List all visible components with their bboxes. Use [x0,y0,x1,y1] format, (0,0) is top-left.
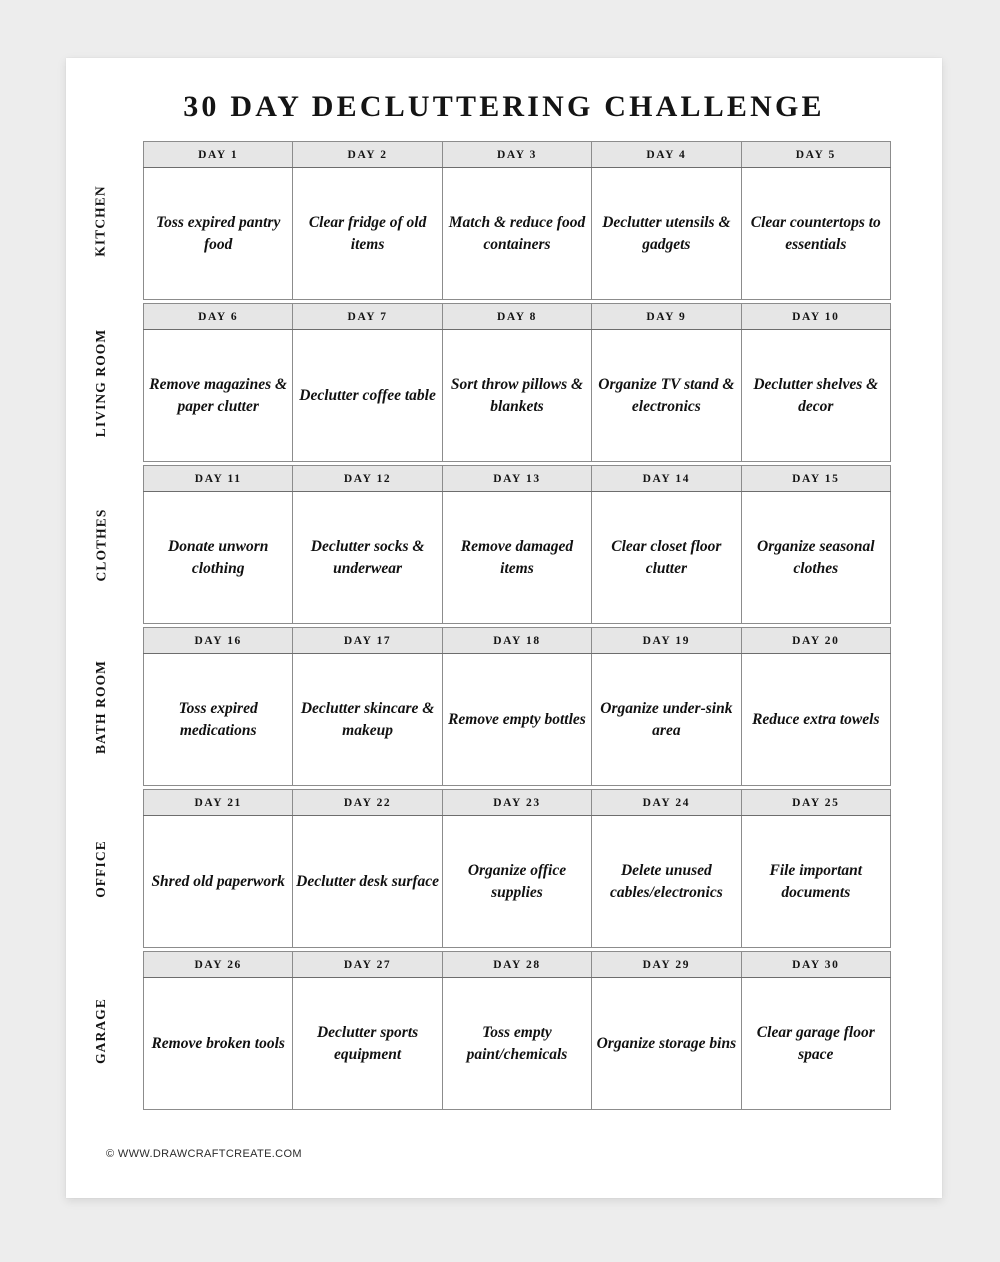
day-header-cell: DAY 29 [592,952,741,978]
day-header-cell: DAY 1 [144,142,293,168]
day-header-cell: DAY 15 [741,466,890,492]
day-header-cell: DAY 3 [442,142,591,168]
day-header-cell: DAY 9 [592,304,741,330]
task-cell[interactable]: Declutter coffee table [293,330,442,462]
day-header-cell: DAY 28 [442,952,591,978]
task-row [144,330,891,462]
task-cell[interactable]: Remove empty bottles [442,654,591,786]
room-label-text: LIVING ROOM [93,328,109,437]
task-cell[interactable]: Organize under-sink area [592,654,741,786]
task-cell[interactable]: Match & reduce food containers [442,168,591,300]
task-row [144,654,891,786]
day-header-cell: DAY 14 [592,466,741,492]
day-header-row [144,628,891,654]
week-table [143,303,891,462]
task-row [144,978,891,1110]
task-cell[interactable]: Declutter socks & underwear [293,492,442,624]
room-label-text: GARAGE [92,997,108,1064]
day-header-cell: DAY 5 [741,142,890,168]
day-header-cell: DAY 13 [442,466,591,492]
room-row-group [93,141,891,300]
day-header-row [144,466,891,492]
day-header-cell: DAY 10 [741,304,890,330]
task-cell[interactable]: Toss expired pantry food [144,168,293,300]
task-cell[interactable]: Organize office supplies [442,816,591,948]
week-table [143,627,891,786]
task-row [144,492,891,624]
day-header-row [144,142,891,168]
day-header-cell: DAY 18 [442,628,591,654]
day-header-cell: DAY 23 [442,790,591,816]
task-cell[interactable]: Clear closet floor clutter [592,492,741,624]
task-cell[interactable]: Organize storage bins [592,978,741,1110]
day-header-cell: DAY 19 [592,628,741,654]
day-header-cell: DAY 2 [293,142,442,168]
task-row [144,816,891,948]
day-header-row [144,952,891,978]
room-label-text: CLOTHES [93,508,109,581]
room-label-text: OFFICE [92,839,108,898]
room-label-living-room [66,303,136,462]
room-label-garage [66,951,136,1110]
day-header-row [144,790,891,816]
room-label-clothes [66,465,136,624]
day-header-cell: DAY 4 [592,142,741,168]
day-header-row [144,304,891,330]
room-label-text: KITCHEN [93,184,108,257]
room-label-kitchen [66,141,136,300]
week-table [143,465,891,624]
room-row-group [92,789,891,948]
room-row-group [92,951,891,1110]
room-row-group [93,303,891,462]
day-header-cell: DAY 25 [741,790,890,816]
task-cell[interactable]: Declutter shelves & decor [741,330,890,462]
task-cell[interactable]: Clear fridge of old items [293,168,442,300]
copyright-footer: © WWW.DRAWCRAFTCREATE.COM [106,1148,302,1160]
week-table [143,951,891,1110]
printable-page [66,58,942,1198]
task-cell[interactable]: Declutter desk surface [293,816,442,948]
day-header-cell: DAY 16 [144,628,293,654]
room-row-group [93,627,891,786]
day-header-cell: DAY 7 [293,304,442,330]
task-cell[interactable]: Organize seasonal clothes [741,492,890,624]
room-label-office [66,789,136,948]
task-cell[interactable]: Remove magazines & paper clutter [144,330,293,462]
day-header-cell: DAY 6 [144,304,293,330]
day-header-cell: DAY 24 [592,790,741,816]
day-header-cell: DAY 26 [144,952,293,978]
room-label-text: BATH ROOM [93,659,108,754]
task-cell[interactable]: File important documents [741,816,890,948]
day-header-cell: DAY 27 [293,952,442,978]
week-table [143,789,891,948]
task-cell[interactable]: Clear countertops to essentials [741,168,890,300]
task-row [144,168,891,300]
week-table [143,141,891,300]
task-cell[interactable]: Reduce extra towels [741,654,890,786]
room-row-group [93,465,891,624]
challenge-grid [92,141,891,1113]
task-cell[interactable]: Sort throw pillows & blankets [442,330,591,462]
day-header-cell: DAY 30 [741,952,890,978]
task-cell[interactable]: Remove broken tools [144,978,293,1110]
room-label-bath-room [66,627,136,786]
day-header-cell: DAY 11 [144,466,293,492]
task-cell[interactable]: Remove damaged items [442,492,591,624]
task-cell[interactable]: Organize TV stand & electronics [592,330,741,462]
task-cell[interactable]: Declutter skincare & makeup [293,654,442,786]
page-title: 30 DAY DECLUTTERING CHALLENGE [183,90,825,123]
task-cell[interactable]: Toss expired medications [144,654,293,786]
task-cell[interactable]: Clear garage floor space [741,978,890,1110]
task-cell[interactable]: Toss empty paint/chemicals [442,978,591,1110]
day-header-cell: DAY 22 [293,790,442,816]
day-header-cell: DAY 8 [442,304,591,330]
task-cell[interactable]: Shred old paperwork [144,816,293,948]
day-header-cell: DAY 12 [293,466,442,492]
day-header-cell: DAY 20 [741,628,890,654]
task-cell[interactable]: Delete unused cables/electronics [592,816,741,948]
task-cell[interactable]: Donate unworn clothing [144,492,293,624]
day-header-cell: DAY 21 [144,790,293,816]
day-header-cell: DAY 17 [293,628,442,654]
task-cell[interactable]: Declutter sports equipment [293,978,442,1110]
task-cell[interactable]: Declutter utensils & gadgets [592,168,741,300]
